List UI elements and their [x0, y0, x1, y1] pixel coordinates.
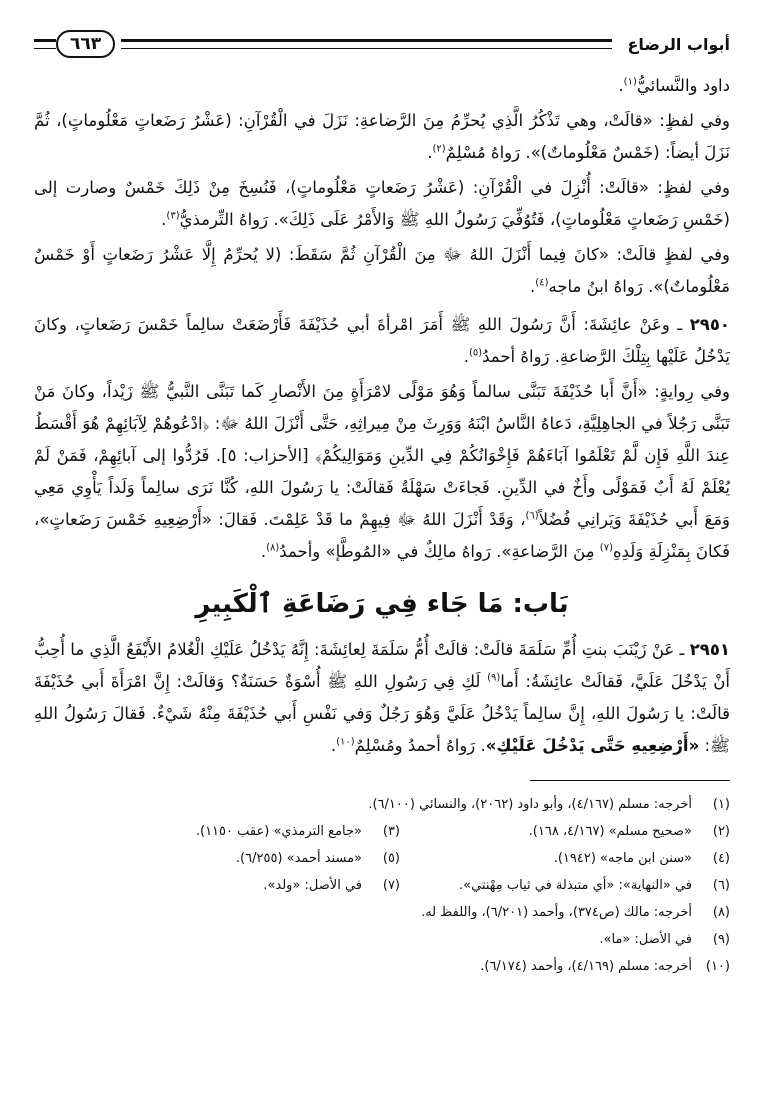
paragraph: وفي لفظٍ قالَتْ: «كانَ فِيما أَنْزَلَ اللهُ ﷻ مِنَ الْقُرْآنِ ثُمَّ سَقَطَ: (لا يُحرِّمُ إِلَّا عَشْرُ رَضَعاتٍ أَوْ خَمْسٌ مَعْلُوماتٌ)». رَواهُ ابنُ ماجه$^{(٤)}$. — [34, 245, 730, 296]
footnote-ref: (٣) — [166, 210, 180, 222]
footnote: (٢) «صحيح مسلم» (٤/١٦٧، ١٦٨). — [528, 824, 730, 839]
page-number: ٦٦٣ — [56, 30, 115, 58]
footnote-ref: (٦) — [525, 510, 539, 522]
page-header — [34, 26, 730, 62]
footnote-row — [34, 845, 730, 872]
footnote: (٩) في الأصل: «ما». — [599, 932, 730, 947]
header-rule-tail — [34, 39, 56, 49]
footnote: (٣) «جامع الترمذي» (عقب ١١٥٠). — [195, 824, 400, 839]
footnote-ref: (٥) — [468, 347, 483, 359]
hadith-2950: ٢٩٥٠ ـ وعَنْ عائِشَةَ: أَنَّ رَسُولَ اللهِ ﷺ أَمَرَ امْرأةَ أبي حُذَيْفَةَ فَأَرْضَعَتْ سالِماً خَمْسَ رَضَعاتٍ، وكانَ يَدْخُلُ عَلَيْها بِتِلْكَ الرَّضاعةِ. رَواهُ أحمدُ$^{(٥)}$. — [34, 315, 730, 366]
footnote: (٧) في الأصل: «ولد». — [263, 878, 400, 893]
paragraph: وفي رِوايةٍ: «أَنَّ أَبا حُذَيْفَةَ تَبَنَّى سالماً وَهُوَ مَوْلًى لامْرَأَةٍ مِنَ الأَنْصارِ كَما تَبَنَّى النَّبيُّ ﷺ زَيْداً، وكانَ مَنْ تَبَنَّى رَجُلاً في الجاهِلِيَّةِ، دَعاهُ النَّاسُ ابْنَهُ وَوَرِثَ مِنْ مِيراثِهِ، حَتَّى أَنْزَلَ اللهُ ﷻ: ﴿ادْعُوهُمْ لِآبَائِهِمْ هُوَ أَقْسَطُ عِندَ اللَّهِ فَإِن لَّمْ تَعْلَمُوا آبَاءَهُمْ فَإِخْوَانُكُمْ فِي الدِّينِ وَمَوَالِيكُمْ﴾ [الأحزاب: ٥]. فَرُدُّوا إلى آبائِهِمْ، فَمَنْ لَمْ يُعْلَمْ لَهُ أَبٌ فَمَوْلًى وأَخٌ في الدِّينِ. فَجاءَتْ سَهْلَةُ فَقالَتْ: يا رَسُولَ اللهِ، كُنَّا نَرَى سالِماً وَلَداً يَأْوِي مَعِي وَمَعَ أَبي حُذَيْفَةَ وَيَرانِي فُضُلاً$^{(٦)}$، وَقَدْ أَنْزَلَ اللهُ ﷻ فِيهِمْ ما قَدْ عَلِمْتَ. فَقالَ: «أَرْضِعِيهِ خَمْسَ رَضَعاتٍ»، فَكانَ بِمَنْزِلَةِ وَلَدِهِ$^{(٧)}$ مِنَ الرَّضاعةِ». رَواهُ مالِكٌ في «المُوطَّإ» وأحمدُ$^{(٨)}$. — [34, 382, 730, 561]
footnote: (١٠) أخرجه: مسلم (٤/١٦٩)، وأحمد (٦/١٧٤). — [480, 959, 730, 974]
footnotes — [34, 791, 730, 980]
footnote: (٨) أخرجه: مالك (ص٣٧٤)، وأحمد (٦/٢٠١)، واللفظ له. — [421, 905, 730, 920]
section-heading: بَاب: مَا جَاء فِي رَضَاعَةِ ٱلْكَبِيرِ — [195, 589, 569, 619]
chapter-title: أبواب الرضاع — [627, 34, 730, 54]
prophetic-quote: «أَرْضِعِيهِ حَتَّى يَدْخُلَ عَلَيْكِ» — [485, 736, 700, 755]
footnote: (٤) «سنن ابن ماجه» (١٩٤٢). — [553, 851, 730, 866]
footnote-divider — [530, 780, 730, 781]
footnote-row — [34, 872, 730, 899]
footnote-ref: (٢) — [432, 143, 446, 155]
footnote: (٦) في «النهاية»: «أي متبذلة في ثياب مِهْنتي». — [459, 878, 730, 893]
footnote-ref: (٧) — [599, 542, 613, 554]
footnote-ref: (٨) — [266, 542, 280, 554]
hadith-2951: ٢٩٥١ ـ عَنْ زَيْنَبَ بنتِ أُمِّ سَلَمَةَ قالَتْ: قالَتْ أُمُّ سَلَمَةَ لِعائِشَةَ: إِنَّهُ يَدْخُلُ عَلَيْكِ الْغُلامُ الأَيْفَعُ الَّذِي ما أُحِبُّ أَنْ يَدْخُلَ عَلَيَّ، فَقالَتْ عائِشَةُ: أَما$^{(٩)}$ لَكِ فِي رَسُولِ اللهِ ﷺ أُسْوَةٌ حَسَنَةٌ؟ وَقالَتْ: إِنَّ امْرَأَةَ أَبي حُذَيْفَةَ قالَتْ: يا رَسُولَ اللهِ، إِنَّ سالِماً يَدْخُلُ عَلَيَّ وَهُوَ رَجُلٌ وَفي نَفْسِ أَبي حُذَيْفَةَ مِنْهُ شَيْءٌ. فَقالَ رَسُولُ اللهِ ﷺ: «أَرْضِعِيهِ حَتَّى يَدْخُلَ عَلَيْكِ». رَواهُ أحمدُ ومُسْلِمٌ$^{(١٠)}$. — [34, 640, 731, 755]
hadith-number: ٢٩٥١ — [689, 640, 730, 659]
footnote: (١) أخرجه: مسلم (٤/١٦٧)، وأبو داود (٢٠٦٢)، والنسائي (٦/١٠٠). — [368, 797, 730, 812]
footnote-ref: (٤) — [535, 277, 549, 289]
footnote: (٥) «مسند أحمد» (٦/٢٥٥). — [235, 851, 400, 866]
paragraph: وفي لفظٍ: «قالَتْ: أُنْزِلَ في الْقُرْآنِ: (عَشْرُ رَضَعاتٍ مَعْلُوماتٍ)، فَنُسِخَ مِنْ ذَلِكَ خَمْسٌ وصارت إلى (خَمْسِ رَضَعاتٍ مَعْلُوماتٍ)، فَتُوُفِّيَ رَسُولُ اللهِ ﷺ وَالأَمْرُ عَلَى ذَلِكَ». رَواهُ التِّرمذيُّ$^{(٣)}$. — [34, 178, 730, 229]
paragraph: داود والنَّسائيُّ$^{(١)}$. — [618, 76, 730, 95]
footnote-ref: (٩) — [487, 672, 501, 684]
footnote-ref: (١) — [623, 76, 637, 88]
footnote-ref: (١٠) — [336, 736, 355, 748]
footnote-row — [34, 818, 730, 845]
hadith-number: ٢٩٥٠ — [689, 315, 730, 334]
paragraph: وفي لفظٍ: «قالَتْ، وهي تَذْكُرُ الَّذِي يُحرِّمُ مِنَ الرَّضاعةِ: نَزَلَ في الْقُرْآنِ: (عَشْرُ رَضَعاتٍ مَعْلُوماتٍ)، ثُمَّ نَزَلَ أيضاً: (خَمْسٌ مَعْلُوماتٌ)». رَواهُ مُسْلِمٌ$^{(٢)}$. — [34, 111, 730, 162]
main-text — [34, 70, 730, 762]
header-rule — [121, 39, 611, 49]
